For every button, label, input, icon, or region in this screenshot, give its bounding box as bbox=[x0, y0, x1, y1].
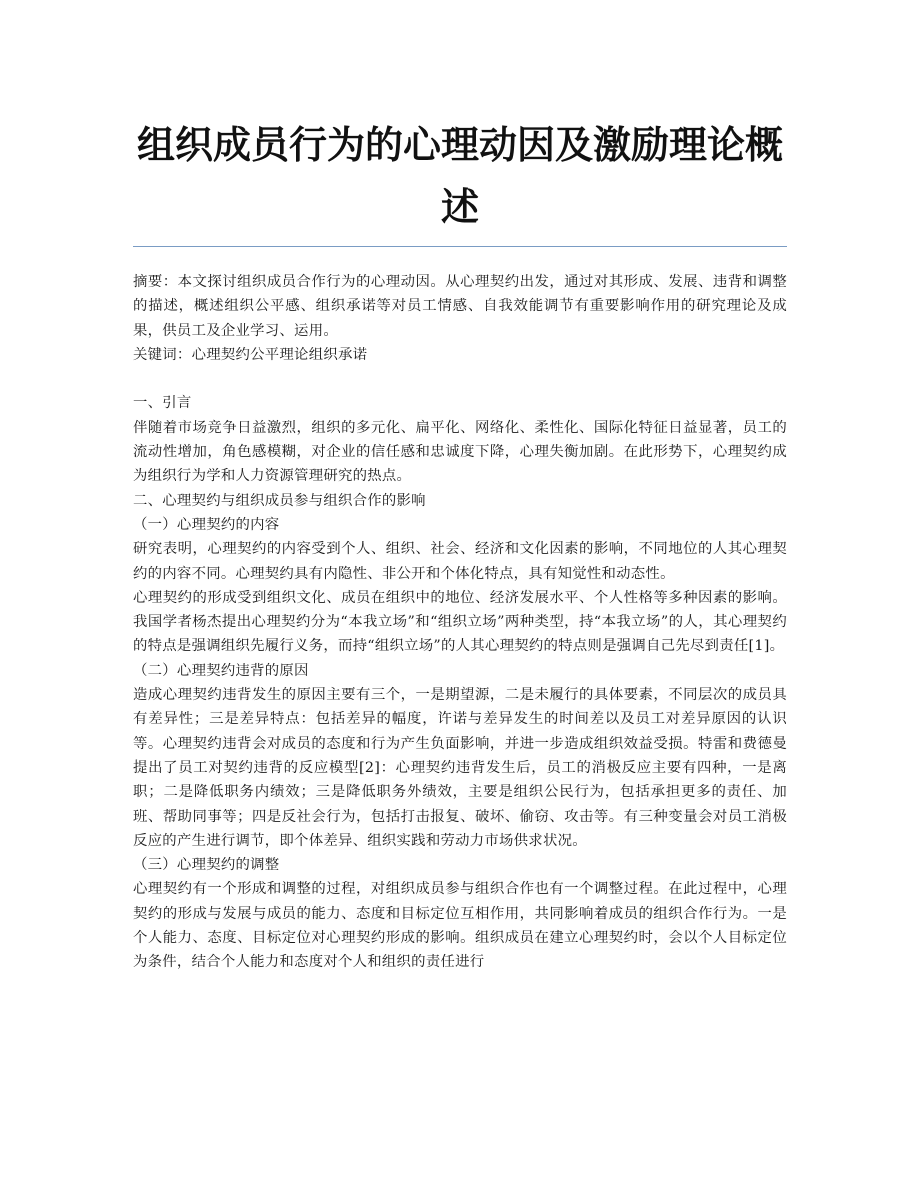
paragraph: 心理契约的形成受到组织文化、成员在组织中的地位、经济发展水平、个人性格等多种因素的影响。我国学者杨杰提出心理契约分为“本我立场”和“组织立场”两种类型，持“本我立场”的人，其心理契约的特点是强调组织先履行义务，而持“组织立场”的人其心理契约的特点则是强调自己先尽到责任[1]。 bbox=[133, 589, 787, 655]
document-title: 组织成员行为的心理动因及激励理论概述 bbox=[136, 123, 783, 229]
blank-line bbox=[133, 367, 787, 391]
paragraph: 造成心理契约违背发生的原因主要有三个，一是期望源，二是未履行的具体要素，不同层次的成员具有差异性；三是差异特点：包括差异的幅度，许诺与差异发生的时间差以及员工对差异原因的认识等。心理契约违背会对成员的态度和行为产生负面影响，并进一步造成组织效益受损。特雷和费德曼提出了员工对契约违背的反应模型[2]：心理契约违背发生后，员工的消极反应主要有四种，一是离职；二是降低职务内绩效；三是降低职务外绩效，主要是组织公民行为，包括承担更多的责任、加班、帮助同事等；四是反社会行为，包括打击报复、破坏、偷窃、攻击等。有三种变量会对员工消极反应的产生进行调节，即个体差异、组织实践和劳动力市场供求状况。 bbox=[133, 687, 787, 849]
document-body bbox=[133, 270, 787, 975]
paragraph: 研究表明，心理契约的内容受到个人、组织、社会、经济和文化因素的影响，不同地位的人其心理契约的内容不同。心理契约具有内隐性、非公开和个体化特点，具有知觉性和动态性。 bbox=[133, 541, 787, 582]
keywords: 关键词：心理契约公平理论组织承诺 bbox=[133, 346, 368, 363]
abstract: 摘要：本文探讨组织成员合作行为的心理动因。从心理契约出发，通过对其形成、发展、违背和调整的描述，概述组织公平感、组织承诺等对员工情感、自我效能调节有重要影响作用的研究理论及成果，供员工及企业学习、运用。 bbox=[133, 274, 787, 339]
section-heading: 二、心理契约与组织成员参与组织合作的影响 bbox=[133, 492, 426, 509]
title-divider bbox=[133, 246, 787, 247]
subsection-heading: （一）心理契约的内容 bbox=[133, 516, 280, 533]
subsection-heading: （二）心理契约违背的原因 bbox=[133, 662, 309, 679]
paragraph: 心理契约有一个形成和调整的过程，对组织成员参与组织合作也有一个调整过程。在此过程中，心理契约的形成与发展与成员的能力、态度和目标定位互相作用，共同影响着成员的组织合作行为。一是个人能力、态度、目标定位对心理契约形成的影响。组织成员在建立心理契约时，会以个人目标定位为条件，结合个人能力和态度对个人和组织的责任进行 bbox=[133, 881, 787, 971]
paragraph: 伴随着市场竞争日益激烈，组织的多元化、扁平化、网络化、柔性化、国际化特征日益显著，员工的流动性增加，角色感模糊，对企业的信任感和忠诚度下降，心理失衡加剧。在此形势下，心理契约成为组织行为学和人力资源管理研究的热点。 bbox=[133, 419, 787, 485]
section-heading: 一、引言 bbox=[133, 395, 192, 412]
subsection-heading: （三）心理契约的调整 bbox=[133, 857, 280, 874]
